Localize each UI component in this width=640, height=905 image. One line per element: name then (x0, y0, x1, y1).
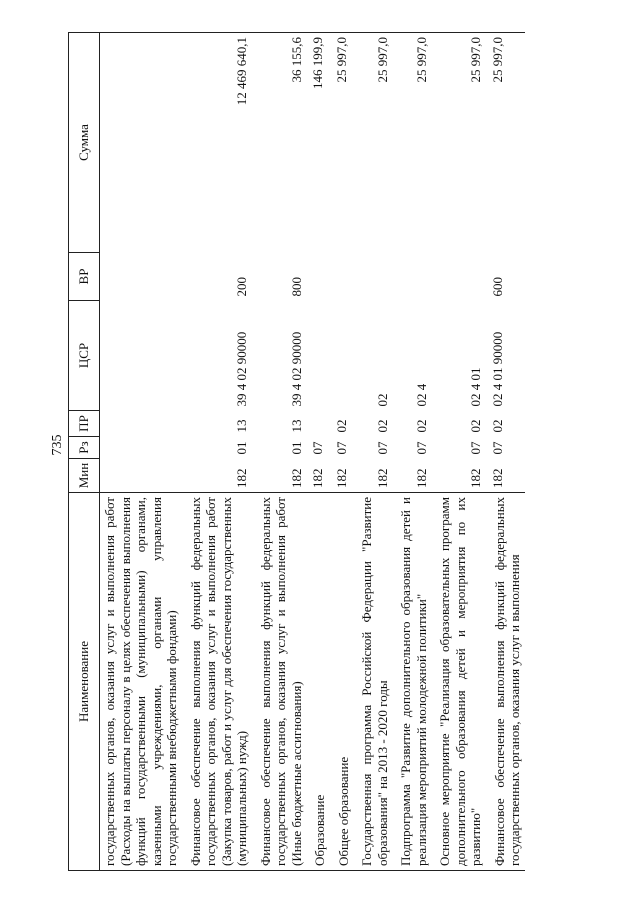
row-csr: 39 4 02 90000 (234, 331, 249, 407)
row-sum: 25 997,0 (357, 33, 396, 253)
row-name: Финансовое обеспечение выполнения функций федеральных государственных органов, оказания услуг и выполнения (490, 493, 525, 871)
row-vr (435, 253, 490, 301)
row-min: 182 (288, 468, 304, 488)
row-csr: 02 4 01 90000 (489, 331, 505, 407)
row-rz: 07 (374, 441, 390, 455)
row-csr (334, 301, 358, 411)
row-name: Подпрограмма "Развитие дополнительного образования детей и реализация мероприятий молодежной политики" (396, 493, 435, 871)
row-pr (100, 411, 186, 437)
row-rz: 07 (468, 441, 483, 455)
row-csr (310, 301, 334, 411)
row-min: 182 (489, 468, 505, 488)
row-vr (310, 253, 334, 301)
row-csr: 02 4 01 (468, 367, 483, 407)
header-pr: ПР (69, 411, 100, 437)
row-sum: 25 997,0 (490, 33, 525, 253)
row-pr: 02 (489, 419, 505, 433)
page-number: 735 (50, 434, 65, 456)
row-rz: 07 (413, 441, 429, 455)
row-min: 182 (413, 468, 429, 488)
row-vr: 200 (234, 277, 249, 297)
row-pr (310, 411, 334, 437)
row-csr: 02 4 (413, 383, 429, 407)
header-name: Наименование (69, 493, 100, 871)
row-rz (100, 437, 186, 459)
row-vr: 800 (288, 277, 304, 297)
row-name: государственных органов, оказания услуг и выполнения работ (Расходы на выплаты персоналу в целях обеспечения выполнения функций государственными (муниципальными) органами, казенными учреждениями, органами управления государственными внебюджетными фондами) (100, 493, 186, 871)
table-row (396, 33, 435, 871)
row-pr: 13 (234, 419, 249, 433)
row-sum: 36 155,6 (256, 33, 311, 253)
row-min (100, 459, 186, 493)
row-rz: 01 (234, 441, 249, 455)
row-min: 182 (333, 468, 349, 488)
table-row (186, 33, 256, 871)
table-row (100, 33, 186, 871)
row-rz: 01 (288, 441, 304, 455)
table-row (310, 33, 334, 871)
row-sum: 12 469 640,1 (186, 33, 256, 253)
row-pr: 13 (288, 419, 304, 433)
table-row (334, 33, 358, 871)
row-vr (396, 253, 435, 301)
row-name: Основное мероприятие "Реализация образовательных программ дополнительного образования детей и мероприятия по их развитию" (435, 493, 490, 871)
row-min: 182 (310, 468, 325, 488)
table-row (357, 33, 396, 871)
rotated-page (68, 33, 602, 871)
row-name: Финансовое обеспечение выполнения функций федеральных государственных органов, оказания услуг и выполнения работ (Закупка товаров, работ и услуг для обеспечения государственных (муниципальных) нужд) (186, 493, 256, 871)
row-vr (334, 253, 358, 301)
row-sum: 25 997,0 (396, 33, 435, 253)
row-rz: 07 (333, 441, 349, 455)
row-vr: 600 (489, 277, 505, 297)
table-row (490, 33, 525, 871)
row-sum (100, 33, 186, 253)
row-min: 182 (374, 468, 390, 488)
row-pr: 02 (413, 419, 429, 433)
row-rz: 07 (310, 441, 325, 455)
row-rz: 07 (489, 441, 505, 455)
header-sum: Сумма (69, 33, 100, 253)
row-pr: 02 (333, 419, 349, 433)
row-name: Государственная программа Российской Федерации "Развитие образования" на 2013 - 2020 годы (357, 493, 396, 871)
row-vr (100, 253, 186, 301)
row-csr: 02 (374, 393, 390, 407)
row-vr (357, 253, 396, 301)
row-min: 182 (234, 468, 249, 488)
row-csr: 39 4 02 90000 (288, 331, 304, 407)
row-name: Общее образование (334, 493, 358, 871)
header-min: Мин (69, 459, 100, 493)
header-csr: ЦСР (69, 301, 100, 411)
table-row (435, 33, 490, 871)
row-pr: 02 (468, 419, 483, 433)
row-sum: 25 997,0 (334, 33, 358, 253)
row-sum: 146 199,9 (310, 33, 334, 253)
row-min: 182 (468, 468, 483, 488)
row-name: Образование (310, 493, 334, 871)
row-name: Финансовое обеспечение выполнения функций федеральных государственных органов, оказания услуг и выполнения работ (Иные бюджетные ассигнования) (256, 493, 311, 871)
row-sum: 25 997,0 (435, 33, 490, 253)
row-csr (100, 301, 186, 411)
header-vr: ВР (69, 253, 100, 301)
table-header-row (69, 33, 100, 871)
header-rz: Рз (69, 437, 100, 459)
row-pr: 02 (374, 419, 390, 433)
table-row (256, 33, 311, 871)
budget-table (68, 32, 525, 871)
